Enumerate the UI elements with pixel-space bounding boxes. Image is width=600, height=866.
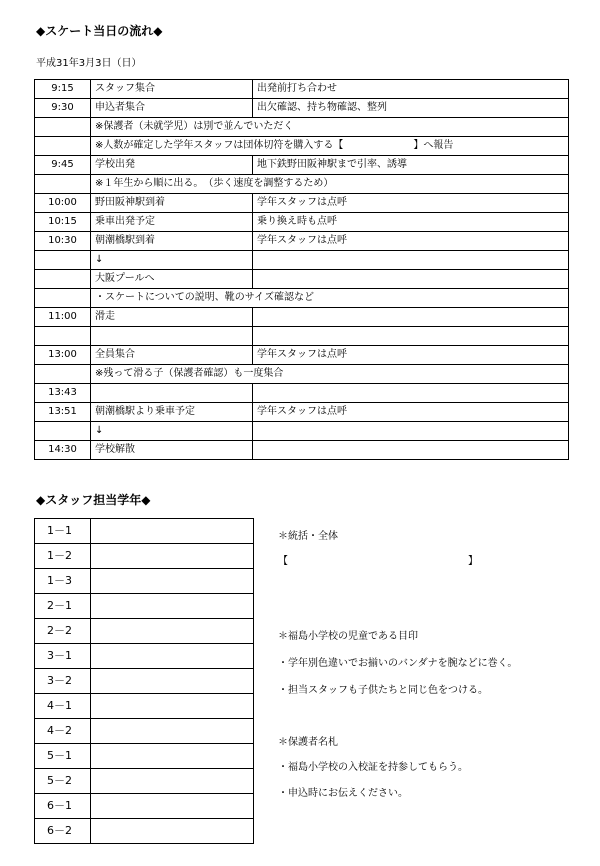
staff-class-label: 1－2 (35, 544, 91, 569)
overall-brackets: 【 】 (278, 556, 478, 567)
staff-row (35, 619, 254, 644)
staff-name-cell (91, 719, 254, 744)
staff-class-label: 3－2 (35, 669, 91, 694)
schedule-activity: 乗車出発予定 (91, 213, 253, 232)
staff-section-title: ◆スタッフ担当学年◆ (36, 493, 151, 507)
staff-name-cell (91, 694, 254, 719)
schedule-detail (253, 441, 569, 460)
schedule-detail (253, 422, 569, 441)
schedule-activity: 滑走 (91, 308, 253, 327)
schedule-row (35, 308, 569, 327)
schedule-note: ・スケートについての説明、靴のサイズ確認など (91, 289, 569, 308)
schedule-detail (253, 251, 569, 270)
schedule-row (35, 118, 569, 137)
staff-name-cell (91, 744, 254, 769)
schedule-row (35, 403, 569, 422)
schedule-time: 13:43 (35, 384, 91, 403)
schedule-row (35, 384, 569, 403)
schedule-detail (253, 308, 569, 327)
staff-name-cell (91, 594, 254, 619)
schedule-row (35, 99, 569, 118)
staff-name-cell (91, 794, 254, 819)
schedule-detail: 出欠確認、持ち物確認、整列 (253, 99, 569, 118)
schedule-row (35, 194, 569, 213)
schedule-time (35, 118, 91, 137)
staff-row (35, 644, 254, 669)
staff-name-cell (91, 544, 254, 569)
schedule-note: ※保護者（未就学児）は別で並んでいただく (91, 118, 569, 137)
schedule-row (35, 137, 569, 156)
schedule-time (35, 327, 91, 346)
mark-title: ＊福島小学校の児童である目印 (278, 631, 418, 642)
staff-name-cell (91, 819, 254, 844)
staff-row (35, 544, 254, 569)
guardian-line-2: ・申込時にお伝えください。 (278, 788, 408, 799)
schedule-time: 10:30 (35, 232, 91, 251)
schedule-detail: 学年スタッフは点呼 (253, 403, 569, 422)
schedule-time (35, 270, 91, 289)
schedule-row (35, 441, 569, 460)
schedule-activity: ↓ (91, 422, 253, 441)
schedule-activity: 申込者集合 (91, 99, 253, 118)
staff-class-label: 2－1 (35, 594, 91, 619)
staff-class-label: 1－3 (35, 569, 91, 594)
staff-name-cell (91, 519, 254, 544)
schedule-time (35, 175, 91, 194)
staff-class-label: 6－1 (35, 794, 91, 819)
schedule-time: 11:00 (35, 308, 91, 327)
guardian-line-1: ・福島小学校の入校証を持参してもらう。 (278, 762, 468, 773)
staff-class-label: 5－1 (35, 744, 91, 769)
schedule-row (35, 365, 569, 384)
mark-line-2: ・担当スタッフも子供たちと同じ色をつける。 (278, 685, 488, 696)
staff-row (35, 594, 254, 619)
staff-name-cell (91, 644, 254, 669)
schedule-row (35, 346, 569, 365)
schedule-detail: 学年スタッフは点呼 (253, 346, 569, 365)
event-date: 平成31年3月3日（日） (36, 58, 142, 69)
schedule-row (35, 422, 569, 441)
schedule-activity: ↓ (91, 251, 253, 270)
staff-name-cell (91, 669, 254, 694)
page-title: ◆スケート当日の流れ◆ (36, 24, 163, 38)
schedule-time: 13:51 (35, 403, 91, 422)
schedule-detail: 乗り換え時も点呼 (253, 213, 569, 232)
schedule-time (35, 289, 91, 308)
schedule-row (35, 327, 569, 346)
schedule-time: 14:30 (35, 441, 91, 460)
schedule-row (35, 270, 569, 289)
schedule-time: 10:00 (35, 194, 91, 213)
schedule-activity: 大阪プールへ (91, 270, 253, 289)
schedule-row (35, 251, 569, 270)
schedule-activity: 朝潮橋駅到着 (91, 232, 253, 251)
schedule-activity: 学校出発 (91, 156, 253, 175)
schedule-row (35, 232, 569, 251)
staff-row (35, 694, 254, 719)
schedule-row (35, 175, 569, 194)
staff-row (35, 769, 254, 794)
staff-class-label: 2－2 (35, 619, 91, 644)
schedule-note: ※人数が確定した学年スタッフは団体切符を購入する【 】へ報告 (91, 137, 569, 156)
schedule-time: 9:15 (35, 80, 91, 99)
schedule-note: ※１年生から順に出る。 （歩く速度を調整するため） (91, 175, 569, 194)
schedule-table (34, 79, 569, 460)
staff-class-label: 1－1 (35, 519, 91, 544)
staff-row (35, 669, 254, 694)
schedule-row (35, 213, 569, 232)
schedule-time (35, 422, 91, 441)
overall-label: ＊統括・全体 (278, 531, 338, 542)
schedule-time (35, 365, 91, 384)
schedule-activity (91, 384, 253, 403)
staff-row (35, 569, 254, 594)
staff-class-label: 6－2 (35, 819, 91, 844)
staff-row (35, 519, 254, 544)
schedule-activity (91, 327, 253, 346)
staff-class-label: 5－2 (35, 769, 91, 794)
staff-name-cell (91, 619, 254, 644)
schedule-time (35, 251, 91, 270)
staff-row (35, 794, 254, 819)
schedule-detail (253, 327, 569, 346)
staff-name-cell (91, 769, 254, 794)
staff-row (35, 744, 254, 769)
schedule-detail (253, 384, 569, 403)
schedule-time: 9:45 (35, 156, 91, 175)
staff-row (35, 819, 254, 844)
schedule-activity: 全員集合 (91, 346, 253, 365)
schedule-row (35, 289, 569, 308)
schedule-time: 10:15 (35, 213, 91, 232)
schedule-activity: 学校解散 (91, 441, 253, 460)
schedule-row (35, 156, 569, 175)
schedule-detail: 出発前打ち合わせ (253, 80, 569, 99)
staff-row (35, 719, 254, 744)
schedule-detail: 学年スタッフは点呼 (253, 194, 569, 213)
staff-class-label: 3－1 (35, 644, 91, 669)
schedule-detail: 学年スタッフは点呼 (253, 232, 569, 251)
schedule-detail: 地下鉄野田阪神駅まで引率、誘導 (253, 156, 569, 175)
schedule-time: 9:30 (35, 99, 91, 118)
schedule-time (35, 137, 91, 156)
mark-line-1: ・学年別色違いでお揃いのバンダナを腕などに巻く。 (278, 658, 518, 669)
guardian-title: ＊保護者名札 (278, 737, 338, 748)
schedule-time: 13:00 (35, 346, 91, 365)
staff-name-cell (91, 569, 254, 594)
schedule-row (35, 80, 569, 99)
staff-class-label: 4－2 (35, 719, 91, 744)
schedule-activity: スタッフ集合 (91, 80, 253, 99)
schedule-activity: 野田阪神駅到着 (91, 194, 253, 213)
staff-class-label: 4－1 (35, 694, 91, 719)
schedule-detail (253, 270, 569, 289)
staff-table (34, 518, 254, 844)
schedule-activity: 朝潮橋駅より乗車予定 (91, 403, 253, 422)
schedule-note: ※残って滑る子（保護者確認）も一度集合 (91, 365, 569, 384)
